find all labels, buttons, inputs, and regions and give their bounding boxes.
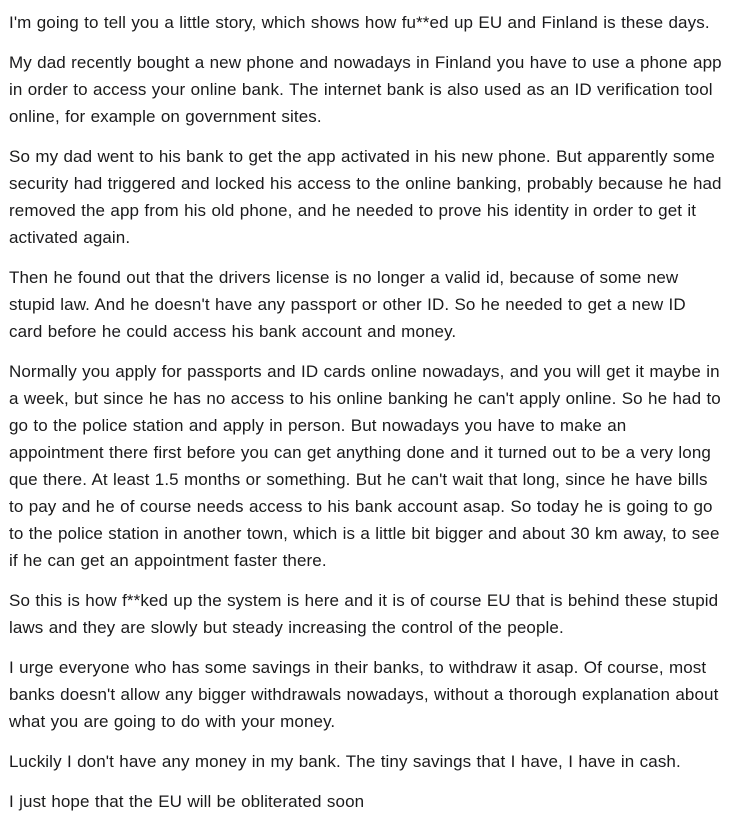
post-paragraph: Then he found out that the drivers license is no longer a valid id, because of some new stupid law. And he doesn't have any passport or other ID. So he needed to get a new ID card before he could access his bank account and money. [9, 268, 686, 341]
post-paragraph: Normally you apply for passports and ID cards online nowadays, and you will get it maybe in a week, but since he has no access to his online banking he can't apply online. So he had to go to the police station and apply in person. But nowadays you have to make an appointment there first before you can get anything done and it turned out to be a very long que there. At least 1.5 months or something. But he can't wait that long, since he have bills to pay and he of course needs access to his bank account asap. So today he is going to go to the police station in another town, which is a little bit bigger and about 30 km away, to see if he can get an appointment faster there. [9, 362, 721, 570]
post-paragraph: Luckily I don't have any money in my bank. The tiny savings that I have, I have in cash. [9, 752, 681, 771]
post-paragraph: I urge everyone who has some savings in their banks, to withdraw it asap. Of course, most banks doesn't allow any bigger withdrawals nowadays, without a thorough explanation about what you are going to do with your money. [9, 658, 719, 731]
post-paragraph: I just hope that the EU will be obliterated soon [9, 792, 365, 811]
post-paragraph: So my dad went to his bank to get the app activated in his new phone. But apparently some security had triggered and locked his access to the online banking, probably because he had removed the app from his old phone, and he needed to prove his identity in order to get it activated again. [9, 147, 722, 247]
post-paragraph: My dad recently bought a new phone and nowadays in Finland you have to use a phone app in order to access your online bank. The internet bank is also used as an ID verification tool online, for example on government sites. [9, 53, 722, 126]
post-paragraph: I'm going to tell you a little story, which shows how fu**ed up EU and Finland is these days. [9, 13, 710, 32]
post-paragraph: So this is how f**ked up the system is here and it is of course EU that is behind these stupid laws and they are slowly but steady increasing the control of the people. [9, 591, 719, 637]
